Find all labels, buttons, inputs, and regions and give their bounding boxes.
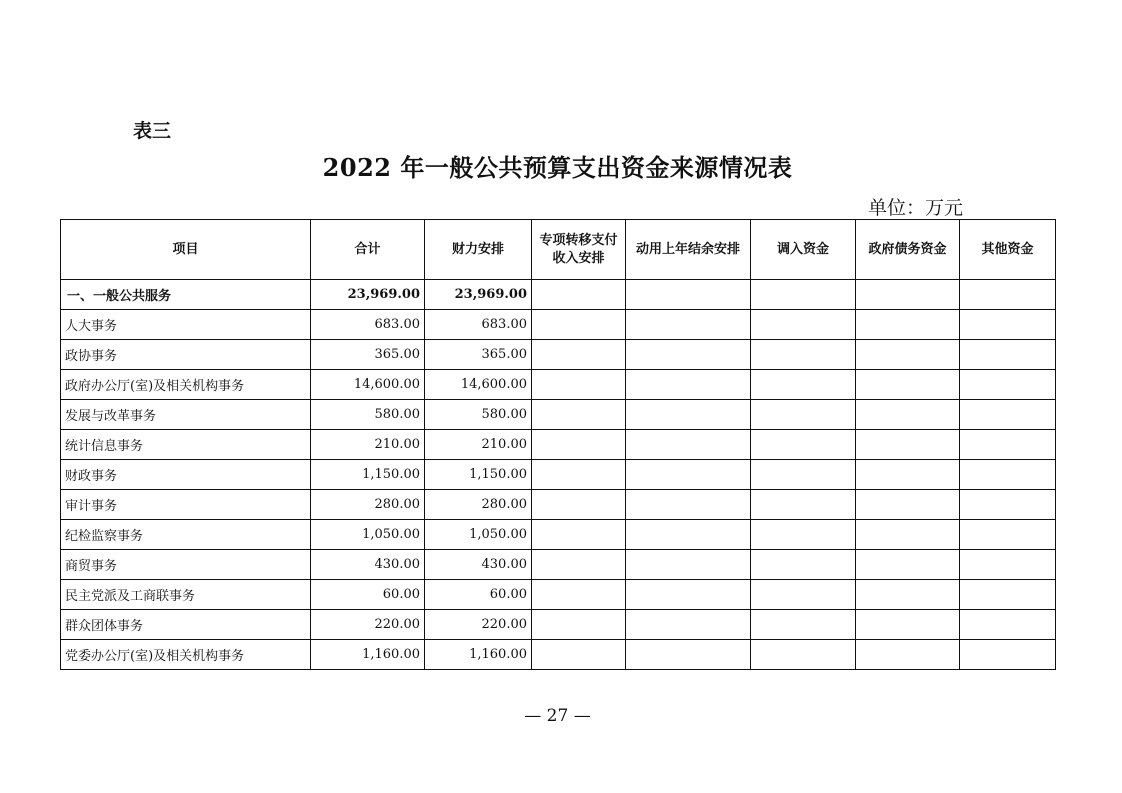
- row-debt: [856, 310, 960, 340]
- row-fiscal: 210.00: [425, 430, 532, 460]
- row-surplus: [626, 610, 751, 640]
- row-surplus: [626, 280, 751, 310]
- column-header-debt: 政府债务资金: [856, 220, 960, 280]
- row-fiscal: 1,150.00: [425, 460, 532, 490]
- row-total: 210.00: [311, 430, 425, 460]
- row-debt: [856, 610, 960, 640]
- row-total: 14,600.00: [311, 370, 425, 400]
- row-debt: [856, 370, 960, 400]
- row-transferred-in: [751, 280, 856, 310]
- row-name: 民主党派及工商联事务: [61, 580, 311, 610]
- column-header-total: 合计: [311, 220, 425, 280]
- row-total: 1,050.00: [311, 520, 425, 550]
- column-header-item: 项目: [61, 220, 311, 280]
- row-name: 政府办公厅(室)及相关机构事务: [61, 370, 311, 400]
- row-name: 发展与改革事务: [61, 400, 311, 430]
- row-transfer: [532, 520, 626, 550]
- table-row: [61, 580, 1056, 610]
- row-debt: [856, 640, 960, 670]
- table-row: [61, 400, 1056, 430]
- row-transfer: [532, 550, 626, 580]
- row-transferred-in: [751, 400, 856, 430]
- row-other: [960, 610, 1056, 640]
- row-total: 280.00: [311, 490, 425, 520]
- row-transfer: [532, 370, 626, 400]
- row-transferred-in: [751, 520, 856, 550]
- row-transferred-in: [751, 340, 856, 370]
- row-other: [960, 460, 1056, 490]
- row-other: [960, 550, 1056, 580]
- row-transferred-in: [751, 550, 856, 580]
- row-fiscal: 430.00: [425, 550, 532, 580]
- row-transfer: [532, 430, 626, 460]
- row-name: 党委办公厅(室)及相关机构事务: [61, 640, 311, 670]
- row-fiscal: 1,050.00: [425, 520, 532, 550]
- row-name: 财政事务: [61, 460, 311, 490]
- row-total: 23,969.00: [311, 280, 425, 310]
- row-fiscal: 365.00: [425, 340, 532, 370]
- row-surplus: [626, 490, 751, 520]
- row-transfer: [532, 280, 626, 310]
- row-name: 人大事务: [61, 310, 311, 340]
- table-row: [61, 550, 1056, 580]
- row-transfer: [532, 610, 626, 640]
- row-other: [960, 430, 1056, 460]
- row-fiscal: 220.00: [425, 610, 532, 640]
- table-row: [61, 520, 1056, 550]
- row-transferred-in: [751, 490, 856, 520]
- table-row: [61, 430, 1056, 460]
- row-fiscal: 1,160.00: [425, 640, 532, 670]
- row-total: 1,150.00: [311, 460, 425, 490]
- row-other: [960, 400, 1056, 430]
- row-debt: [856, 430, 960, 460]
- row-total: 683.00: [311, 310, 425, 340]
- row-fiscal: 280.00: [425, 490, 532, 520]
- row-debt: [856, 400, 960, 430]
- row-other: [960, 580, 1056, 610]
- row-name: 纪检监察事务: [61, 520, 311, 550]
- row-name: 统计信息事务: [61, 430, 311, 460]
- row-surplus: [626, 460, 751, 490]
- row-debt: [856, 550, 960, 580]
- table-header-row: [61, 220, 1056, 280]
- row-transfer: [532, 490, 626, 520]
- row-other: [960, 520, 1056, 550]
- row-other: [960, 370, 1056, 400]
- table-row: [61, 610, 1056, 640]
- row-transferred-in: [751, 370, 856, 400]
- table-row: [61, 340, 1056, 370]
- row-other: [960, 340, 1056, 370]
- row-transfer: [532, 340, 626, 370]
- row-transferred-in: [751, 580, 856, 610]
- table-row: [61, 370, 1056, 400]
- table-row: [61, 640, 1056, 670]
- row-total: 365.00: [311, 340, 425, 370]
- row-surplus: [626, 370, 751, 400]
- row-surplus: [626, 640, 751, 670]
- budget-table: [60, 219, 1056, 670]
- table-row: [61, 280, 1056, 310]
- row-transferred-in: [751, 610, 856, 640]
- row-fiscal: 580.00: [425, 400, 532, 430]
- document-title: 2022 年一般公共预算支出资金来源情况表: [322, 153, 793, 182]
- row-surplus: [626, 310, 751, 340]
- column-header-surplus: 动用上年结余安排: [626, 220, 751, 280]
- row-fiscal: 14,600.00: [425, 370, 532, 400]
- row-total: 580.00: [311, 400, 425, 430]
- row-debt: [856, 340, 960, 370]
- row-total: 60.00: [311, 580, 425, 610]
- row-transfer: [532, 460, 626, 490]
- row-other: [960, 280, 1056, 310]
- table-row: [61, 490, 1056, 520]
- row-debt: [856, 460, 960, 490]
- row-name: 群众团体事务: [61, 610, 311, 640]
- row-transfer: [532, 310, 626, 340]
- page-number: — 27 —: [524, 706, 591, 726]
- column-header-other: 其他资金: [960, 220, 1056, 280]
- row-surplus: [626, 520, 751, 550]
- row-transferred-in: [751, 460, 856, 490]
- row-fiscal: 60.00: [425, 580, 532, 610]
- row-name: 审计事务: [61, 490, 311, 520]
- row-total: 1,160.00: [311, 640, 425, 670]
- row-debt: [856, 520, 960, 550]
- row-name: 政协事务: [61, 340, 311, 370]
- row-transfer: [532, 580, 626, 610]
- column-header-transferred-in: 调入资金: [751, 220, 856, 280]
- row-surplus: [626, 340, 751, 370]
- row-debt: [856, 280, 960, 310]
- row-other: [960, 490, 1056, 520]
- row-transferred-in: [751, 310, 856, 340]
- row-surplus: [626, 580, 751, 610]
- unit-label: 单位：万元: [868, 197, 964, 219]
- row-transferred-in: [751, 640, 856, 670]
- row-surplus: [626, 550, 751, 580]
- row-other: [960, 640, 1056, 670]
- table-row: [61, 310, 1056, 340]
- row-transfer: [532, 640, 626, 670]
- row-total: 220.00: [311, 610, 425, 640]
- row-surplus: [626, 400, 751, 430]
- row-debt: [856, 490, 960, 520]
- row-transfer: [532, 400, 626, 430]
- row-name: 一、一般公共服务: [61, 280, 311, 310]
- row-debt: [856, 580, 960, 610]
- row-total: 430.00: [311, 550, 425, 580]
- table-row: [61, 460, 1056, 490]
- column-header-fiscal: 财力安排: [425, 220, 532, 280]
- row-transferred-in: [751, 430, 856, 460]
- row-fiscal: 683.00: [425, 310, 532, 340]
- row-name: 商贸事务: [61, 550, 311, 580]
- column-header-transfer: 专项转移支付收入安排: [532, 220, 626, 280]
- row-fiscal: 23,969.00: [425, 280, 532, 310]
- row-surplus: [626, 430, 751, 460]
- table-label: 表三: [133, 120, 172, 142]
- row-other: [960, 310, 1056, 340]
